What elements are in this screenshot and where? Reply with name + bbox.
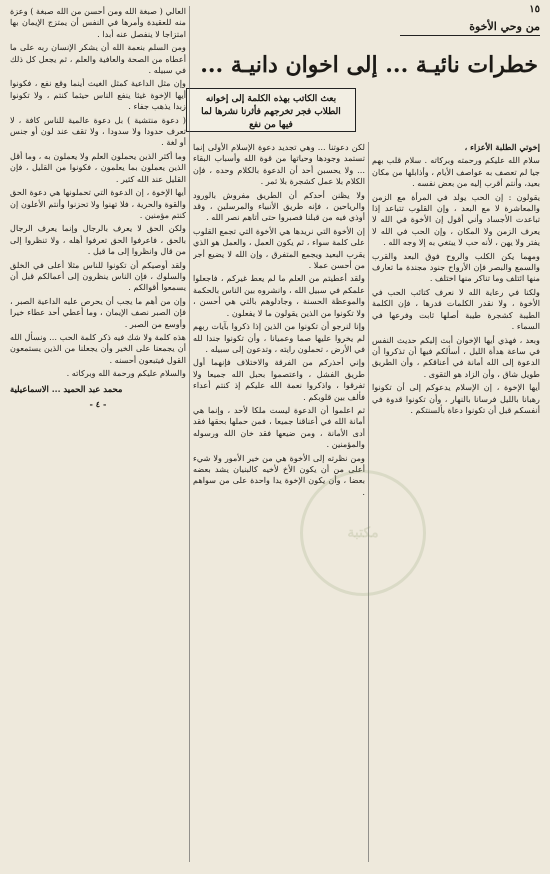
paragraph: ولا يظنن أحدكم أن الطريق مفروش بالورود والرياحين ، فإنه طريق الأنبياء والمرسلين ، وقد أوذي فيه من قبلنا فصبروا حتى أتاهم نصر الله .	[193, 189, 365, 223]
paragraph: والسلام عليكم ورحمة الله وبركاته .	[66, 368, 186, 379]
paragraph: وإني أحذركم من الفرقة والاختلاف فإنهما أول طريق الفشل ، واعتصموا بحبل الله جميعا ولا تفرقوا ، واذكروا نعمة الله عليكم إذ كنتم أعداء فألف بين قلوبكم .	[193, 357, 365, 402]
paragraph: وإن من أهم ما يجب أن يحرص عليه الداعية الصبر ، فإن الصبر نصف الإيمان ، وما أعطي أحد عطاء خيرا وأوسع من الصبر .	[10, 295, 186, 329]
paragraph: أيها الإخوة ، إن الإسلام يدعوكم إلى أن تكونوا رهبانا بالليل فرسانا بالنهار ، وأن تكونوا قدوة في أنفسكم قبل أن تكونوا دعاة بألسنتكم .	[372, 382, 540, 415]
page-footer-number: - ٤ -	[89, 399, 107, 409]
column-left	[10, 6, 186, 864]
paragraph: سلام الله عليكم ورحمته وبركاته . سلام قلب بهم جيا لم تعصف به عواصف الأيام ، وأذابلها من مكان بعيد، وأنتم أقرب إليه من بعض نفسه .	[372, 155, 540, 189]
page-number: ١٥	[529, 4, 540, 15]
paragraph: ومن السلم بنعمة الله أن يشكر الإنسان ربه على ما أعطاه من الصحة والعافية والعلم ، ثم يجعل كل ذلك في سبيله .	[10, 42, 186, 76]
paragraph: أيها الإخوة ، إن الدعوة التي تحملونها هي دعوة الحق والقوة والحرية ، فلا تهنوا ولا تحزنوا وأنتم الأعلون إن كنتم مؤمنين .	[10, 187, 186, 220]
paragraph: وإنا لنرجو أن تكونوا من الذين إذا ذكروا بآيات ربهم لم يخروا عليها صما وعميانا ، وأن تكونوا جندا لله في الأرض ، تحملون رايته ، وتدعون إلى سبيله .	[193, 321, 365, 354]
paragraph: ولقد أوصيكم أن تكونوا للناس مثلا أعلى في الخلق والسلوك ، فإن الناس ينظرون إلى أعمالكم قبل أن يسمعوا أقوالكم .	[10, 259, 186, 293]
paragraph: وإن مثل الداعية كمثل الغيث أينما وقع نفع ، فكونوا أيها الإخوة غيثا ينفع الناس حيثما كنتم ، ولا تكونوا زبدا يذهب جفاء .	[10, 78, 186, 112]
paragraph: ( دعوة منتشية ) بل دعوة عالمية للناس كافة ، لا تعرف حدودا ولا سدودا ، ولا تقف عند لون أو جنس أو لغة .	[10, 114, 186, 148]
paragraph: ثم اعلموا أن الدعوة ليست ملكا لأحد ، وإنما هي أمانة الله في أعناقنا جميعا ، فمن حملها بحقها فقد أدى الأمانة ، ومن ضيعها فقد خان الله ورسوله والمؤمنين .	[193, 404, 365, 450]
paragraph: إن الأخوة التي نريدها هي الأخوة التي تجمع القلوب على كلمة سواء ، ثم يكون العمل ، والعمل هو الذي يقرب البعيد ويجمع المتفرق ، وإن الله لا يضيع أجر من أحسن عملا .	[193, 225, 365, 271]
author-signature: محمد عبد الحميد ... الاسماعيلية	[10, 383, 123, 394]
paragraph: إخوتي الطلبة الأعزاء ،	[464, 142, 540, 152]
paragraph: وما أكثر الذين يحملون العلم ولا يعملون به ، وما أقل الذين يعملون بما يعلمون ، فكونوا من القليل ، فإن القليل عند الله كثير .	[10, 150, 186, 184]
column-divider	[368, 142, 369, 862]
article-headline: خطرات نائيـة ... إلى اخوان دانيـة ...	[200, 52, 538, 78]
paragraph: ومن نظرته إلى الأخوة هي من خير الأمور ولا شيء أعلى من أن يكون الأخ لأخيه كالبنيان يشد بعضه بعضا ، وأن يكون الإخوة يدا واحدة على من سواهم .	[193, 452, 365, 497]
paragraph: ولكنا في رعاية الله لا نعرف كتائب الحب في الأخوة ، ولا نقدر الكلمات قدرها ، فإن الكلمة الطيبة كشجرة طيبة أصلها ثابت وفرعها في السماء .	[372, 286, 540, 332]
paragraph: يقولون : إن الحب يولد في المرأة مع الزمن والمعاشرة لا مع البعد ، وإن القلوب تتباعد إذا تباعدت الأجساد وأني أقول إن الأخوة في الله لا يعرف الزمن ولا المكان ، وإن الحب في الله لا يفتر ولا يهن ، لأنه حب لا يبتغي به إلا وجه الله .	[372, 191, 540, 248]
paragraph: ولكن الحق لا يعرف بالرجال وإنما يعرف الرجال بالحق ، فاعرفوا الحق تعرفوا أهله ، ولا تنظروا إلى من قال وانظروا إلى ما قيل .	[10, 223, 186, 257]
intro-box: بعث الكاتب بهذه الكلمة إلى إخوانه الطلاب فجر تخرجهم فأثرنا نشرها لما فيها من نفع	[186, 88, 356, 132]
series-label: من وحي الأخوة	[400, 20, 540, 36]
paragraph: العالي ( صبغة الله ومن أحسن من الله صبغة ) وعزة منه للعقيدة وأمرها في النفس أن يمتزج الإيمان بها امتزاجا لا ينفصل عنه أبدا .	[10, 6, 186, 39]
column-middle	[193, 142, 365, 864]
paragraph: ولقد أعطيتم من العلم ما لم يعط غيركم ، فاجعلوا علمكم في سبيل الله ، وانشروه بين الناس بالحكمة والموعظة الحسنة ، وجادلوهم بالتي هي أحسن ، ولا تكونوا من الذين يقولون ما لا يفعلون .	[193, 273, 365, 318]
paragraph: وبعد ، فهذي أيها الإخوان أبث إليكم حديث النفس في ساعة هدأة الليل ، أسألكم فيها أن تذكروا أن الدعوة إلى الله أمانة في أعناقكم ، وأن الطريق طويل شاق ، وأن الزاد هو التقوى .	[372, 334, 540, 379]
paragraph: هذه كلمة ولا شك فيه ذكر كلمة الحب ... ونسأل الله أن يجمعنا على الخير وأن يجعلنا من الذين يستمعون القول فيتبعون أحسنه .	[10, 331, 186, 365]
library-watermark: مكتبة	[300, 470, 426, 596]
paragraph: ومهما يكن الكلب والروح فوق البعد والقرب والسمع والبصر فإن الأرواح جنود مجندة ما تعارف منها ائتلف وما تناكر منها اختلف .	[372, 250, 540, 284]
paragraph: لكن دعوتنا ... وهي تجديد دعوة الإسلام الأولى إنما تستمد وجودها وحياتها من قوة الله وأسباب البقاء ... ولا يحسبن أحد أن الدعوة بالكلام وحده ، فإن الكلام بلا عمل كشجرة بلا ثمر .	[193, 142, 365, 187]
column-right	[372, 142, 540, 864]
column-divider	[189, 6, 190, 862]
